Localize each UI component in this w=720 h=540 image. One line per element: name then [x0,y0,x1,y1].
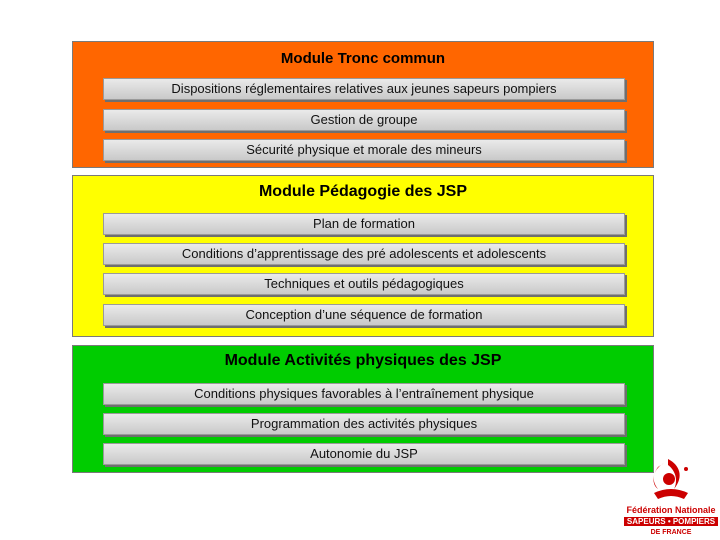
module-title: Module Tronc commun [280,50,446,67]
module-item: Conditions d’apprentissage des pré adolescents et adolescents [103,243,625,265]
module-item: Sécurité physique et morale des mineurs [103,139,625,161]
module-item: Conception d’une séquence de formation [103,304,625,326]
fnspf-logo [624,455,718,539]
module-item: Autonomie du JSP [103,443,625,465]
module-title: Module Activités physiques des JSP [224,352,502,369]
logo-line1: Fédération Nationale [626,505,716,515]
module-item: Plan de formation [103,213,625,235]
module-item: Gestion de groupe [103,109,625,131]
module-title: Module Pédagogie des JSP [258,183,468,200]
module-item: Programmation des activités physiques [103,413,625,435]
module-pedagogie [72,175,654,337]
module-item: Techniques et outils pédagogiques [103,273,625,295]
flame-emblem-icon [624,455,718,505]
logo-line2: SAPEURS • POMPIERS [624,517,718,526]
module-item: Dispositions réglementaires relatives aux jeunes sapeurs pompiers [103,78,625,100]
logo-line3: DE FRANCE [650,529,692,536]
module-tronc-commun [72,41,654,168]
module-activites-physiques [72,345,654,473]
module-item: Conditions physiques favorables à l’entraînement physique [103,383,625,405]
